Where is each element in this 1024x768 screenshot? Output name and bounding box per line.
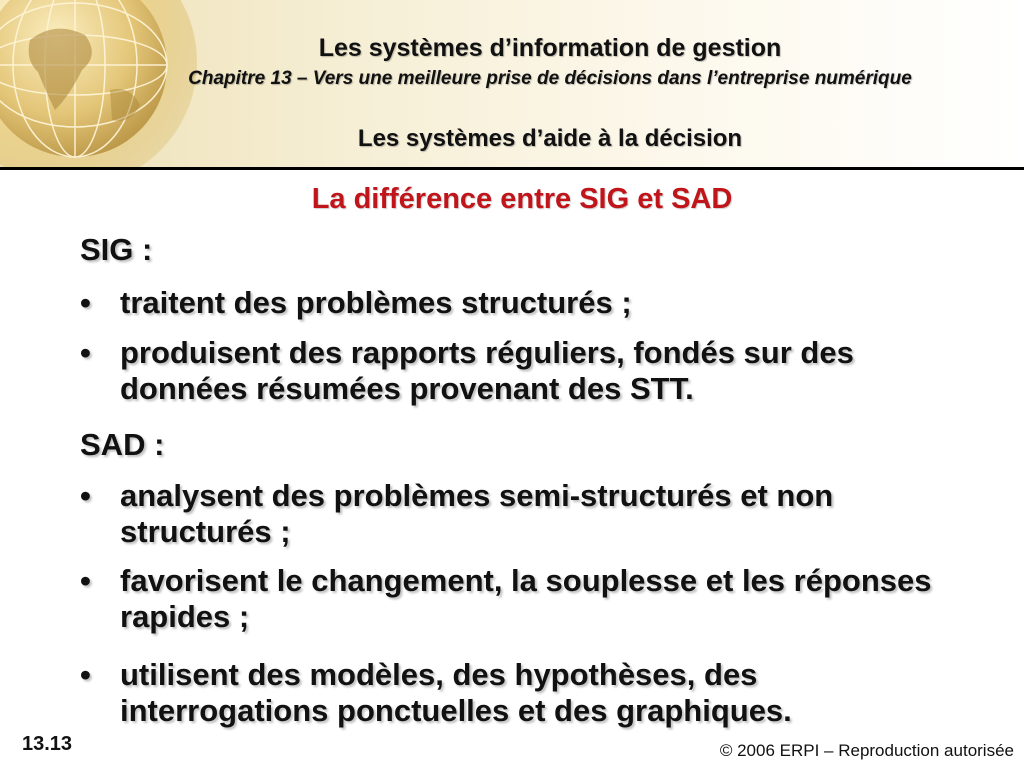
bullet-text: favorisent le changement, la souplesse et les réponses rapides ; bbox=[120, 563, 932, 634]
list-item bbox=[80, 335, 960, 407]
bullet-icon: • bbox=[80, 657, 91, 692]
header-divider bbox=[0, 167, 1024, 170]
slide-title: La différence entre SIG et SAD bbox=[311, 183, 733, 215]
bullet-text: produisent des rapports réguliers, fondés sur des données résumées provenant des STT. bbox=[120, 335, 854, 406]
bullet-icon: • bbox=[80, 285, 91, 320]
list-item bbox=[80, 563, 960, 635]
copyright-notice: © 2006 ERPI – Reproduction autorisée bbox=[719, 741, 1014, 760]
book-title: Les systèmes d’information de gestion bbox=[318, 34, 782, 62]
bullet-icon: • bbox=[80, 563, 91, 598]
bullet-text: utilisent des modèles, des hypothèses, des interrogations ponctuelles et des graphiques. bbox=[120, 657, 792, 728]
chapter-subtitle: Chapitre 13 – Vers une meilleure prise de décisions dans l’entreprise numérique bbox=[188, 68, 912, 89]
sig-heading: SIG : bbox=[80, 232, 153, 267]
bullet-icon: • bbox=[80, 478, 91, 513]
slide-number: 13.13 bbox=[22, 733, 73, 755]
sad-heading: SAD : bbox=[80, 427, 165, 462]
list-item bbox=[80, 478, 960, 550]
bullet-text: analysent des problèmes semi-structurés et non structurés ; bbox=[120, 478, 834, 549]
list-item bbox=[80, 657, 960, 729]
section-title: Les systèmes d’aide à la décision bbox=[357, 125, 743, 152]
list-item bbox=[80, 285, 960, 321]
bullet-icon: • bbox=[80, 335, 91, 370]
slide-header bbox=[0, 0, 1024, 168]
bullet-text: traitent des problèmes structurés ; bbox=[120, 285, 632, 320]
